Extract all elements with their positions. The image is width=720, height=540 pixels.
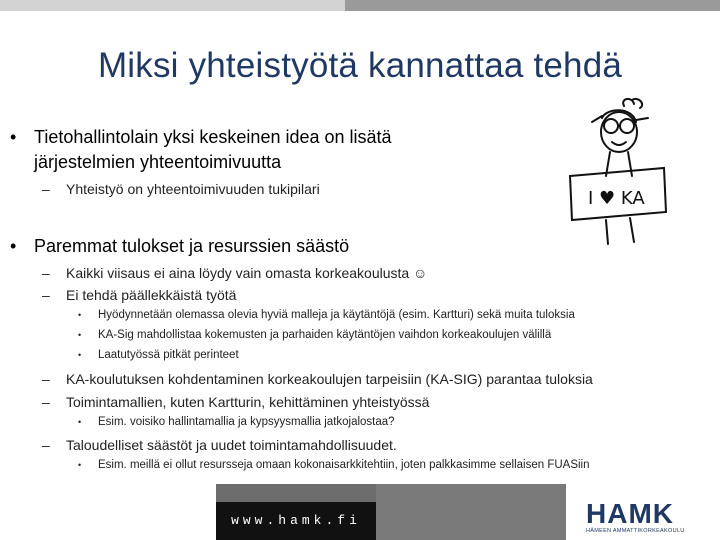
- bullet-dot: •: [10, 127, 17, 147]
- slide-title: Miksi yhteistyötä kannattaa tehdä: [97, 46, 623, 85]
- sign-text: I ♥ KA: [588, 188, 645, 209]
- dash: –: [42, 181, 50, 197]
- bullet-dot: •: [78, 310, 82, 320]
- dash: –: [42, 287, 50, 303]
- bullet-2: Paremmat tulokset ja resurssien säästö: [34, 236, 350, 256]
- bullet-2-sub-2-item-1: Hyödynnetään olemassa olevia hyviä malleja ja käytäntöjä (esim. Kartturi) sekä muita tuloksia: [98, 309, 575, 321]
- cartoon-illustration: [562, 96, 672, 246]
- logo-wordmark: HAMK: [586, 498, 674, 529]
- logo-subtitle: HÄMEEN AMMATTIKORKEAKOULU: [586, 528, 685, 534]
- bullet-2-sub-2-item-2: KA-Sig mahdollistaa kokemusten ja parhaiden käytäntöjen vaihdon korkeakoulujen välillä: [98, 329, 552, 341]
- bullet-1-line-2: järjestelmien yhteentoimivuutta: [34, 152, 282, 172]
- dash: –: [42, 371, 50, 387]
- bullet-2-sub-1: Kaikki viisaus ei aina löydy vain omasta korkeakoulusta ☺: [66, 265, 428, 281]
- bullet-2-sub-5: Taloudelliset säästöt ja uudet toimintamahdollisuudet.: [66, 437, 397, 453]
- bullet-dot: •: [78, 330, 82, 340]
- footer-gap: [376, 484, 566, 540]
- dash: –: [42, 437, 50, 453]
- bullet-2-sub-4-item-1: Esim. voisiko hallintamallia ja kypsyysmallia jatkojalostaa?: [98, 416, 395, 428]
- bullet-2-sub-4: Toimintamallien, kuten Kartturin, kehittäminen yhteistyössä: [66, 394, 430, 410]
- bullet-dot: •: [78, 350, 82, 360]
- bullet-dot: •: [78, 417, 82, 427]
- hamk-logo: [566, 484, 720, 540]
- dash: –: [42, 265, 50, 281]
- bullet-2-sub-5-item-1: Esim. meillä ei ollut resursseja omaan kokonaisarkkitehtiin, joten palkkasimme sellaisen FUASiin: [98, 459, 590, 471]
- dash: –: [42, 394, 50, 410]
- bullet-1-sub-1: Yhteistyö on yhteentoimivuuden tukipilari: [66, 181, 320, 197]
- footer-url: www.hamk.fi: [216, 502, 376, 540]
- bullet-dot: •: [78, 460, 82, 470]
- bullet-2-sub-3: KA-koulutuksen kohdentaminen korkeakoulujen tarpeisiin (KA-SIG) parantaa tuloksia: [66, 371, 593, 387]
- bullet-dot: •: [10, 236, 17, 256]
- bullet-2-sub-2-item-3: Laatutyössä pitkät perinteet: [98, 349, 239, 361]
- bullet-2-sub-2: Ei tehdä päällekkäistä työtä: [66, 287, 237, 303]
- bullet-1-line-1: Tietohallintolain yksi keskeinen idea on lisätä: [34, 127, 392, 147]
